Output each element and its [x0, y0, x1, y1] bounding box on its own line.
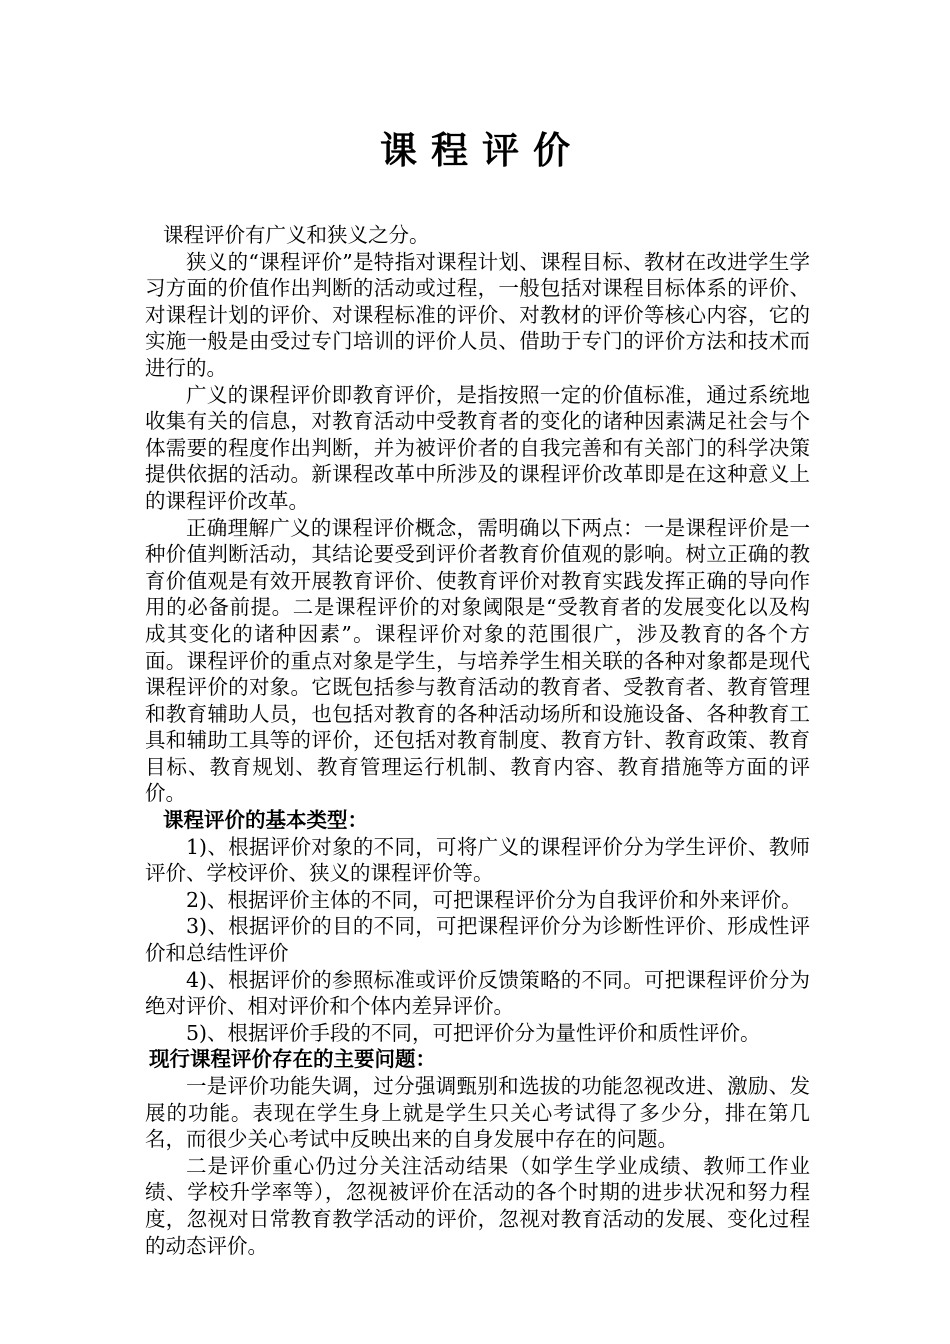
page-title: 课程评价 [380, 128, 584, 172]
list-item-type: 4)、根据评价的参照标准或评价反馈策略的不同。可把课程评价分为绝对评价、相对评价和个体内差异评价。 [145, 967, 810, 1019]
paragraph-problem: 一是评价功能失调，过分强调甄别和选拔的功能忽视改进、激励、发展的功能。表现在学生身上就是学生只关心考试得了多少分，排在第几名，而很少关心考试中反映出来的自身发展中存在的问题。 [145, 1074, 810, 1152]
paragraph-broad-definition: 广义的课程评价即教育评价，是指按照一定的价值标准，通过系统地收集有关的信息，对教育活动中受教育者的变化的诸种因素满足社会与个体需要的程度作出判断，并为被评价者的自我完善和有关部门的科学决策提供依据的活动。新课程改革中所涉及的课程评价改革即是在这种意义上的课程评价改革。 [145, 382, 810, 513]
list-item-type: 3)、根据评价的目的不同，可把课程评价分为诊断性评价、形成性评价和总结性评价 [145, 914, 810, 966]
list-item-type: 1)、根据评价对象的不同，可将广义的课程评价分为学生评价、教师评价、学校评价、狭义的课程评价等。 [145, 834, 810, 886]
paragraph-problem: 二是评价重心仍过分关注活动结果（如学生学业成绩、教师工作业绩、学校升学率等），忽视被评价在活动的各个时期的进步状况和努力程度，忽视对日常教育教学活动的评价，忽视对教育活动的发展、变化过程的动态评价。 [145, 1153, 810, 1258]
paragraph-understanding: 正确理解广义的课程评价概念，需明确以下两点：一是课程评价是一种价值判断活动，其结论要受到评价者教育价值观的影响。树立正确的教育价值观是有效开展教育评价、使教育评价对教育实践发挥正确的导向作用的必备前提。二是课程评价的对象阈限是“受教育者的发展变化以及构成其变化的诸种因素”。课程评价对象的范围很广，涉及教育的各个方面。课程评价的重点对象是学生，与培养学生相关联的各种对象都是现代课程评价的对象。它既包括参与教育活动的教育者、受教育者、教育管理和教育辅助人员，也包括对教育的各种活动场所和设施设备、各种教育工具和辅助工具等的评价，还包括对教育制度、教育方针、教育政策、教育目标、教育规划、教育管理运行机制、教育内容、教育措施等方面的评价。 [145, 515, 810, 806]
paragraph-narrow-definition: 狭义的“课程评价”是特指对课程计划、课程目标、教材在改进学生学习方面的价值作出判断的活动或过程，一般包括对课程目标体系的评价、对课程计划的评价、对课程标准的评价、对教材的评价等核心内容，它的实施一般是由受过专门培训的评价人员、借助于专门的评价方法和技术而进行的。 [145, 249, 810, 380]
list-item-type: 5)、根据评价手段的不同，可把评价分为量性评价和质性评价。 [186, 1020, 761, 1045]
document-body [145, 222, 810, 1259]
heading-basic-types: 课程评价的基本类型： [163, 808, 368, 833]
paragraph-intro: 课程评价有广义和狭义之分。 [163, 223, 430, 247]
heading-main-problems: 现行课程评价存在的主要问题： [149, 1047, 436, 1072]
list-item-type: 2)、根据评价主体的不同，可把课程评价分为自我评价和外来评价。 [186, 887, 802, 912]
